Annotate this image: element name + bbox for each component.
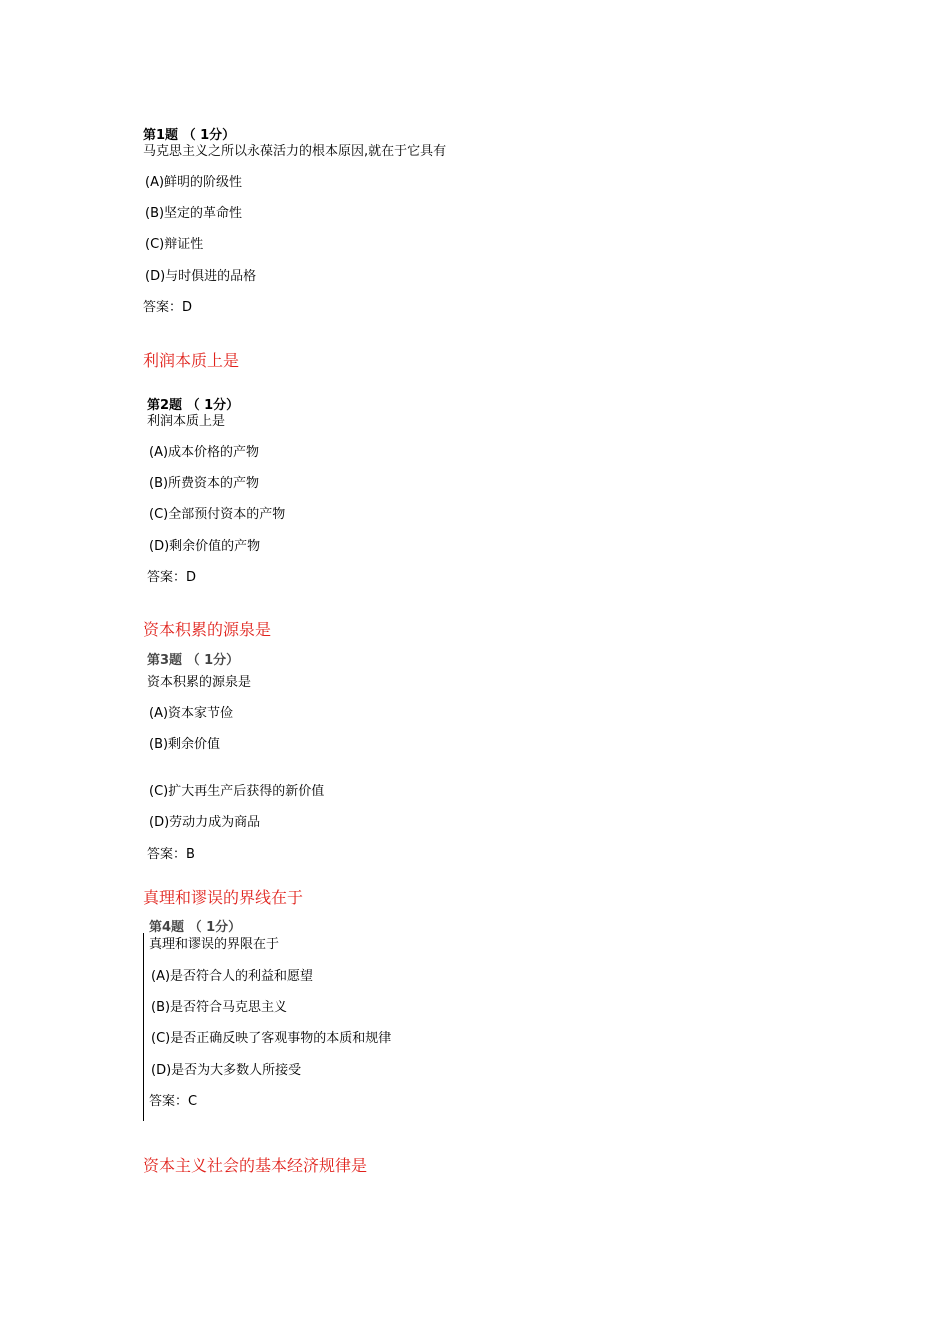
q3-option-a: (A)资本家节俭 [149, 706, 234, 721]
q4-option-c: (C)是否正确反映了客观事物的本质和规律 [151, 1031, 392, 1046]
q2-option-d: (D)剩余价值的产物 [149, 539, 261, 554]
q4-header: 第4题 （ 1分） [149, 920, 242, 935]
q3-question-text: 资本积累的源泉是 [147, 675, 252, 690]
q3-header-cropped [147, 653, 240, 669]
q4-option-d: (D)是否为大多数人所接受 [151, 1063, 302, 1078]
q3-option-d: (D)劳动力成为商品 [149, 815, 261, 830]
q2-header: 第2题 （ 1分） [147, 398, 240, 413]
section-heading-2: 利润本质上是 [143, 351, 240, 370]
q4-option-b: (B)是否符合马克思主义 [151, 1000, 288, 1015]
q4-answer: 答案：C [149, 1094, 198, 1109]
q3-header: 第3题 （ 1分） [147, 653, 240, 668]
q2-option-b: (B)所费资本的产物 [149, 476, 260, 491]
q1-option-d: (D)与时俱进的品格 [145, 269, 257, 284]
section-heading-5: 资本主义社会的基本经济规律是 [143, 1156, 368, 1175]
q1-option-a: (A)鲜明的阶级性 [145, 175, 243, 190]
q1-option-b: (B)坚定的革命性 [145, 206, 243, 221]
q4-option-a: (A)是否符合人的利益和愿望 [151, 969, 314, 984]
q2-answer: 答案：D [147, 570, 197, 585]
section-heading-4: 真理和谬误的界线在于 [143, 888, 304, 907]
q4-left-border [143, 933, 144, 1121]
q3-answer: 答案：B [147, 847, 195, 862]
q3-option-c: (C)扩大再生产后获得的新价值 [149, 784, 325, 799]
q1-question-text: 马克思主义之所以永葆活力的根本原因,就在于它具有 [143, 144, 447, 159]
q3-option-b: (B)剩余价值 [149, 737, 221, 752]
q2-option-a: (A)成本价格的产物 [149, 445, 260, 460]
q4-header-cropped [149, 920, 242, 936]
q2-option-c: (C)全部预付资本的产物 [149, 507, 286, 522]
q2-question-text: 利润本质上是 [147, 414, 226, 429]
q1-answer: 答案：D [143, 300, 193, 315]
section-heading-3: 资本积累的源泉是 [143, 620, 272, 639]
q1-option-c: (C)辩证性 [145, 237, 204, 252]
q4-question-text: 真理和谬误的界限在于 [149, 937, 280, 952]
q1-header: 第1题 （ 1分） [143, 128, 236, 143]
